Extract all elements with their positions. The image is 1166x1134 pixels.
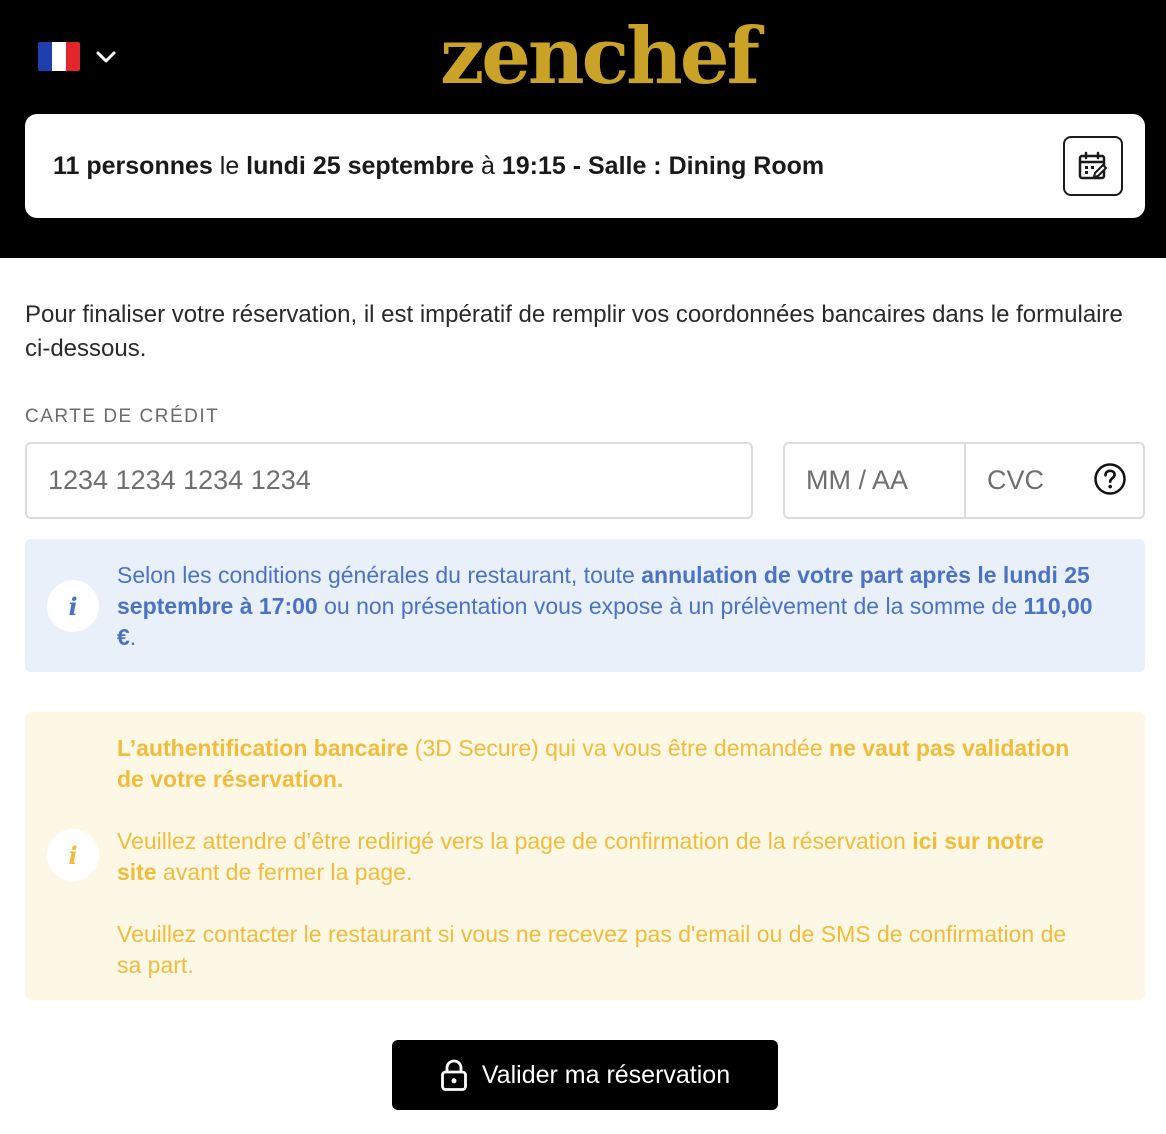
info-icon: i [47,580,99,632]
secure-note-text-1: (3D Secure) qui va vous être demandée [408,735,830,761]
summary-time-room: 19:15 - Salle : Dining Room [501,151,825,180]
secure-note-paragraph-3: Veuillez contacter le restaurant si vous ne recevez pas d'email ou de SMS de confirmation de sa part. [117,921,1067,978]
summary-a: à [474,151,502,180]
info-icon: i [47,829,99,881]
secure-note-bold-2: ne vaut pas validation de votre réservation. [117,735,1070,792]
reservation-summary [25,114,1145,218]
zenchef-logo: zenchef [440,11,758,102]
language-selector[interactable] [38,42,116,71]
cancellation-policy-text [117,560,1095,653]
secure-payment-note [25,712,1145,1000]
policy-text-3: . [129,624,137,650]
submit-reservation-button[interactable] [392,1040,778,1110]
question-circle-icon[interactable] [1093,462,1127,496]
policy-deadline: annulation de votre part après le lundi 25 septembre à 17:00 [117,562,1090,619]
submit-button-label: Valider ma réservation [481,1060,731,1089]
flag-fr-icon [38,42,80,71]
intro-text: Pour finaliser votre réservation, il est impératif de remplir vos coordonnées bancaires dans le formulaire ci-dessous. [25,301,1123,362]
credit-card-label: CARTE DE CRÉDIT [25,406,220,427]
summary-guests: 11 personnes [53,151,213,180]
secure-note-paragraph-2 [117,826,1085,888]
cancellation-policy-note [25,539,1145,672]
calendar-edit-icon [1077,150,1109,182]
policy-amount: 110,00 € [117,593,1093,650]
lock-icon [440,1058,468,1092]
card-expiry-input[interactable] [783,442,966,519]
secure-note-text-3: avant de fermer la page. [156,859,413,885]
card-number-input[interactable] [25,442,753,519]
policy-text-1: Selon les conditions générales du restaurant, toute [117,562,642,588]
policy-text-2: ou non présentation vous expose à un prélèvement de la somme de [317,593,1024,619]
secure-note-paragraph-1 [117,733,1085,795]
secure-note-text-2: Veuillez attendre d’être redirigé vers la page de confirmation de la réservation [117,828,913,854]
edit-reservation-button[interactable] [1063,136,1123,196]
chevron-down-icon [96,51,116,63]
secure-note-bold-3: ici sur notre site [117,828,1044,885]
summary-date: lundi 25 septembre [246,151,475,180]
summary-text [53,152,824,181]
secure-note-bold-1: L’authentification bancaire [117,735,409,761]
summary-le: le [212,151,247,180]
header [0,0,1166,258]
